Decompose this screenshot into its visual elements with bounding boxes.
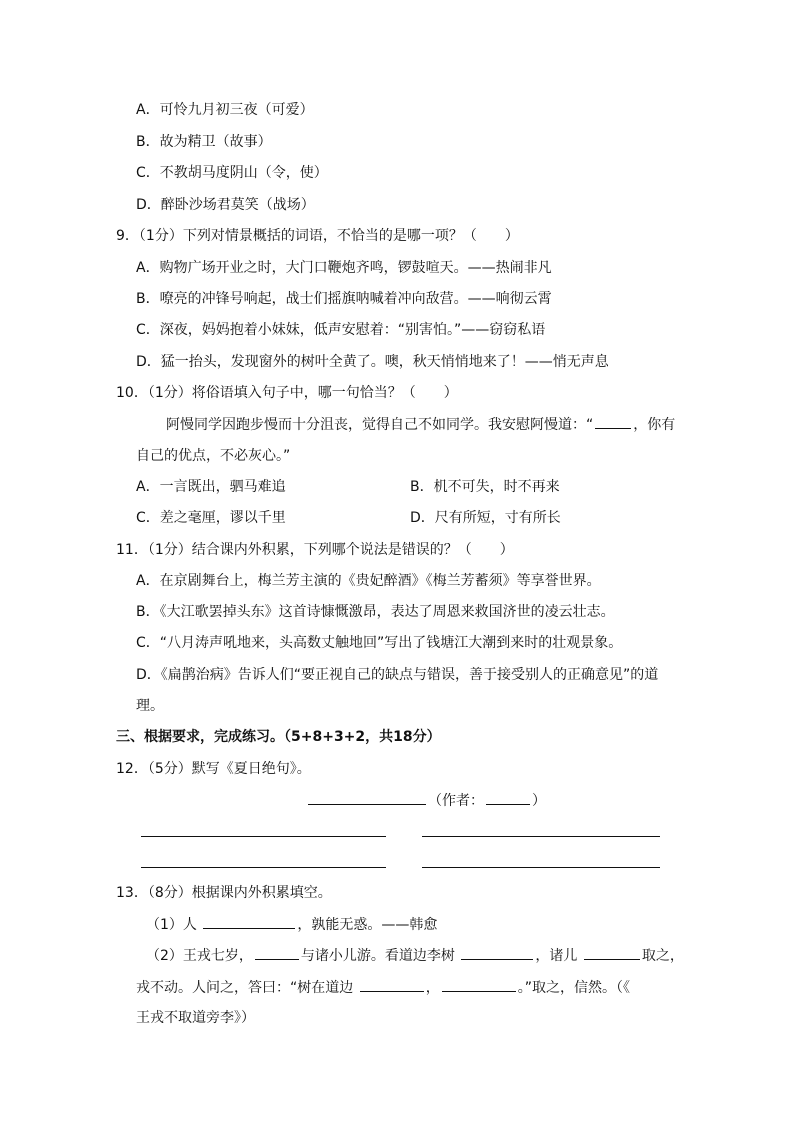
q13-part2-blank-5 xyxy=(442,977,516,992)
q13-part2-text-a: （2）王戎七岁， xyxy=(146,948,253,964)
q10-blank xyxy=(595,414,631,429)
q11-option-d: D．《扁鹊治病》告诉人们“要正视自己的缺点与错误，善于接受别人的正确意见”的道 xyxy=(136,667,659,683)
q10-option-a: A．一言既出，驷马难追 xyxy=(136,479,286,495)
q10-passage-line2: 自己的优点，不必灰心。” xyxy=(136,448,291,464)
q13-part2-blank-4 xyxy=(360,977,424,992)
q9-option-b: B．嘹亮的冲锋号响起，战士们摇旗呐喊着冲向敌营。——响彻云霄 xyxy=(136,291,552,307)
q12-author-label: （作者： xyxy=(428,793,484,809)
q9-option-a: A．购物广场开业之时，大门口鞭炮齐鸣，锣鼓喧天。——热闹非凡 xyxy=(136,260,552,276)
q12-author-blank xyxy=(486,790,530,805)
q13-part2-line2 xyxy=(136,977,630,998)
q12-author-close: ） xyxy=(532,793,546,809)
q10-stem: 10．（1分）将俗语填入句子中，哪一句恰当？（ ） xyxy=(116,385,458,401)
q12-answer-line-3 xyxy=(141,867,386,868)
q9-option-d: D．猛一抬头，发现窗外的树叶全黄了。噢，秋天悄悄地来了！——悄无声息 xyxy=(136,354,609,370)
q11-option-d-continued: 理。 xyxy=(136,698,164,714)
q13-part2-blank-3 xyxy=(584,945,640,960)
q13-part2-line3: 王戎不取道旁李》） xyxy=(136,1010,255,1026)
q13-part2-line1 xyxy=(146,945,684,966)
q12-title-author-line xyxy=(306,790,546,811)
q10-passage-text-a: 阿慢同学因跑步慢而十分沮丧，觉得自己不如同学。我安慰阿慢道：“ xyxy=(166,417,594,433)
q13-part2-blank-2 xyxy=(461,945,533,960)
q10-passage-text-b: ，你有 xyxy=(633,417,676,433)
q10-option-b: B．机不可失，时不再来 xyxy=(410,479,560,495)
q13-stem: 13．（8分）根据课内外积累填空。 xyxy=(116,885,332,901)
q11-option-a: A．在京剧舞台上，梅兰芳主演的《贵妃醉酒》《梅兰芳蓄须》等享誉世界。 xyxy=(136,573,601,589)
q9-stem: 9．（1分）下列对情景概括的词语，不恰当的是哪一项？（ ） xyxy=(116,228,519,244)
q13-part2-text-c: ，诸儿 xyxy=(535,948,578,964)
q13-part2-text-g: 。”取之，信然。（《 xyxy=(517,980,630,996)
q10-passage-line1 xyxy=(166,414,675,435)
q8-option-a: A．可怜九月初三夜（可爱） xyxy=(136,102,314,118)
q11-option-c: C．“八月涛声吼地来，头高数丈触地回”写出了钱塘江大潮到来时的壮观景象。 xyxy=(136,635,623,651)
q8-option-c: C．不教胡马度阴山（令，使） xyxy=(136,165,328,181)
q13-part1 xyxy=(146,914,437,935)
q13-part2-text-d: 取之， xyxy=(641,948,684,964)
q13-part2-text-f: ， xyxy=(425,980,440,996)
q8-option-b: B．故为精卫（故事） xyxy=(136,134,272,150)
q13-part1-text-b: ，孰能无惑。——韩愈 xyxy=(297,917,438,933)
q11-stem: 11．（1分）结合课内外积累，下列哪个说法是错误的？（ ） xyxy=(116,542,514,558)
q13-part2-blank-1 xyxy=(255,945,299,960)
q12-answer-line-1 xyxy=(141,836,386,837)
q13-part1-text-a: （1）人 xyxy=(146,917,197,933)
q9-option-c: C．深夜，妈妈抱着小妹妹，低声安慰着：“别害怕。”——窃窃私语 xyxy=(136,322,546,338)
q13-part1-blank xyxy=(203,914,295,929)
section3-title: 三、根据要求，完成练习。（5+8+3+2，共18分） xyxy=(116,729,441,745)
q12-stem: 12．（5分）默写《夏日绝句》。 xyxy=(116,761,311,777)
q11-option-b: B．《大江歌罢掉头东》这首诗慷慨激昂，表达了周恩来救国济世的凌云壮志。 xyxy=(136,604,615,620)
q12-answer-line-2 xyxy=(422,836,660,837)
q10-option-c: C．差之毫厘，谬以千里 xyxy=(136,510,286,526)
q13-part2-text-b: 与诸小儿游。看道边李树 xyxy=(300,948,455,964)
q12-answer-line-4 xyxy=(422,867,660,868)
q8-option-d: D．醉卧沙场君莫笑（战场） xyxy=(136,197,315,213)
q12-title-blank xyxy=(308,790,426,805)
q13-part2-text-e: 戎不动。人问之，答曰：“树在道边 xyxy=(136,980,354,996)
q10-option-d: D．尺有所短，寸有所长 xyxy=(410,510,561,526)
